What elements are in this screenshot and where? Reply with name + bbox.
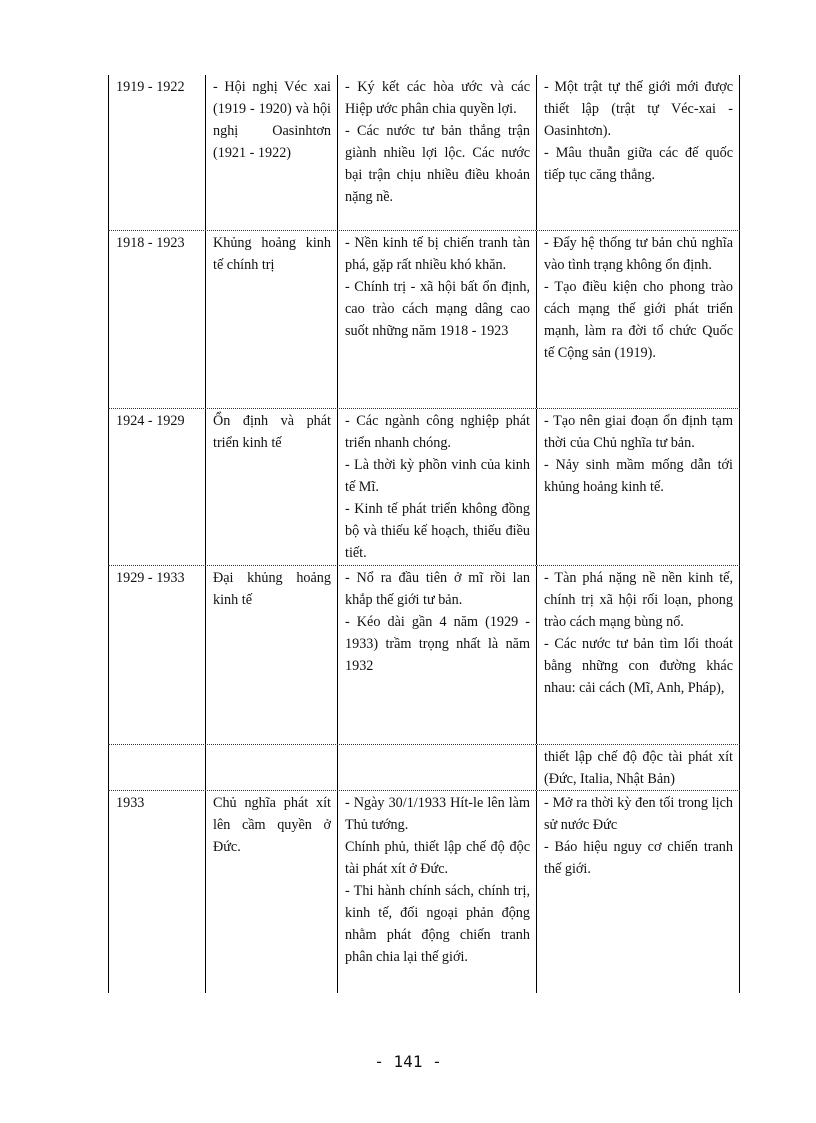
- content-cell: [338, 75, 537, 230]
- table-row: [108, 75, 740, 231]
- result-line: - Tàn phá nặng nề nền kinh tế, chính trị xã hội rối loạn, phong trào cách mạng bùng nổ.: [544, 570, 733, 630]
- content-cell: [338, 231, 537, 408]
- event-cell: Khủng hoảng kinh tế chính trị: [206, 231, 338, 408]
- history-table: [108, 75, 740, 993]
- period-cell: 1918 - 1923: [108, 231, 206, 408]
- result-cell: [537, 745, 740, 790]
- content-line: - Kinh tế phát triển không đồng bộ và thiếu kế hoạch, thiếu điều tiết.: [345, 501, 530, 561]
- content-cell: [338, 791, 537, 993]
- table-row: [108, 745, 740, 791]
- content-line: - Ngày 30/1/1933 Hít-le lên làm Thủ tướng.: [345, 795, 530, 833]
- period-cell: 1933: [108, 791, 206, 993]
- period-cell: 1929 - 1933: [108, 566, 206, 744]
- result-line: thiết lập chế độ độc tài phát xít (Đức, Italia, Nhật Bản): [544, 749, 733, 787]
- content-cell: [338, 745, 537, 790]
- event-cell: - Hội nghị Véc xai (1919 - 1920) và hội nghị Oasinhtơn (1921 - 1922): [206, 75, 338, 230]
- content-line: - Kéo dài gần 4 năm (1929 - 1933) trầm trọng nhất là năm 1932: [345, 614, 530, 674]
- table-row: [108, 409, 740, 566]
- event-cell: Đại khủng hoảng kinh tế: [206, 566, 338, 744]
- result-line: - Nảy sinh mầm mống dẫn tới khủng hoảng kinh tế.: [544, 457, 733, 495]
- period-cell: [108, 745, 206, 790]
- table-row: [108, 791, 740, 993]
- result-cell: [537, 75, 740, 230]
- content-cell: [338, 409, 537, 565]
- period-cell: 1924 - 1929: [108, 409, 206, 565]
- result-line: - Mở ra thời kỳ đen tối trong lịch sử nước Đức: [544, 795, 733, 833]
- content-cell: [338, 566, 537, 744]
- result-line: - Mâu thuẫn giữa các đế quốc tiếp tục căng thẳng.: [544, 145, 733, 183]
- content-line: - Là thời kỳ phồn vinh của kinh tế Mĩ.: [345, 457, 530, 495]
- result-line: - Đẩy hệ thống tư bản chủ nghĩa vào tình trạng không ổn định.: [544, 235, 733, 273]
- result-line: - Tạo điều kiện cho phong trào cách mạng thế giới phát triển mạnh, làm ra đời tổ chức Quốc tế Cộng sản (1919).: [544, 279, 733, 361]
- event-cell: [206, 745, 338, 790]
- result-line: - Báo hiệu nguy cơ chiến tranh thế giới.: [544, 839, 733, 877]
- result-line: - Các nước tư bản tìm lối thoát bằng những con đường khác nhau: cải cách (Mĩ, Anh, Pháp),: [544, 636, 733, 696]
- content-line: Chính phủ, thiết lập chế độ độc tài phát xít ở Đức.: [345, 839, 530, 877]
- content-line: - Thi hành chính sách, chính trị, kinh tế, đối ngoại phản động nhằm phát động chiến tranh phân chia lại thế giới.: [345, 883, 530, 965]
- result-line: - Tạo nên giai đoạn ổn định tạm thời của Chủ nghĩa tư bản.: [544, 413, 733, 451]
- content-line: - Chính trị - xã hội bất ổn định, cao trào cách mạng dâng cao suốt những năm 1918 - 1923: [345, 279, 530, 339]
- table-row: [108, 231, 740, 409]
- event-cell: Ổn định và phát triển kinh tế: [206, 409, 338, 565]
- content-line: - Nổ ra đầu tiên ở mĩ rồi lan khắp thế giới tư bản.: [345, 570, 530, 608]
- content-line: - Ký kết các hòa ước và các Hiệp ước phân chia quyền lợi.: [345, 79, 530, 117]
- content-line: - Nền kinh tế bị chiến tranh tàn phá, gặp rất nhiều khó khăn.: [345, 235, 530, 273]
- table-row: [108, 566, 740, 745]
- page-number: - 141 -: [374, 1052, 442, 1071]
- content-line: - Các ngành công nghiệp phát triển nhanh chóng.: [345, 413, 530, 451]
- result-cell: [537, 231, 740, 408]
- event-cell: Chủ nghĩa phát xít lên cầm quyền ở Đức.: [206, 791, 338, 993]
- period-cell: 1919 - 1922: [108, 75, 206, 230]
- result-line: - Một trật tự thế giới mới được thiết lập (trật tự Véc-xai - Oasinhtơn).: [544, 79, 733, 139]
- result-cell: [537, 409, 740, 565]
- result-cell: [537, 791, 740, 993]
- content-line: - Các nước tư bản thắng trận giành nhiều lợi lộc. Các nước bại trận chịu nhiều điều khoản nặng nề.: [345, 123, 530, 205]
- result-cell: [537, 566, 740, 744]
